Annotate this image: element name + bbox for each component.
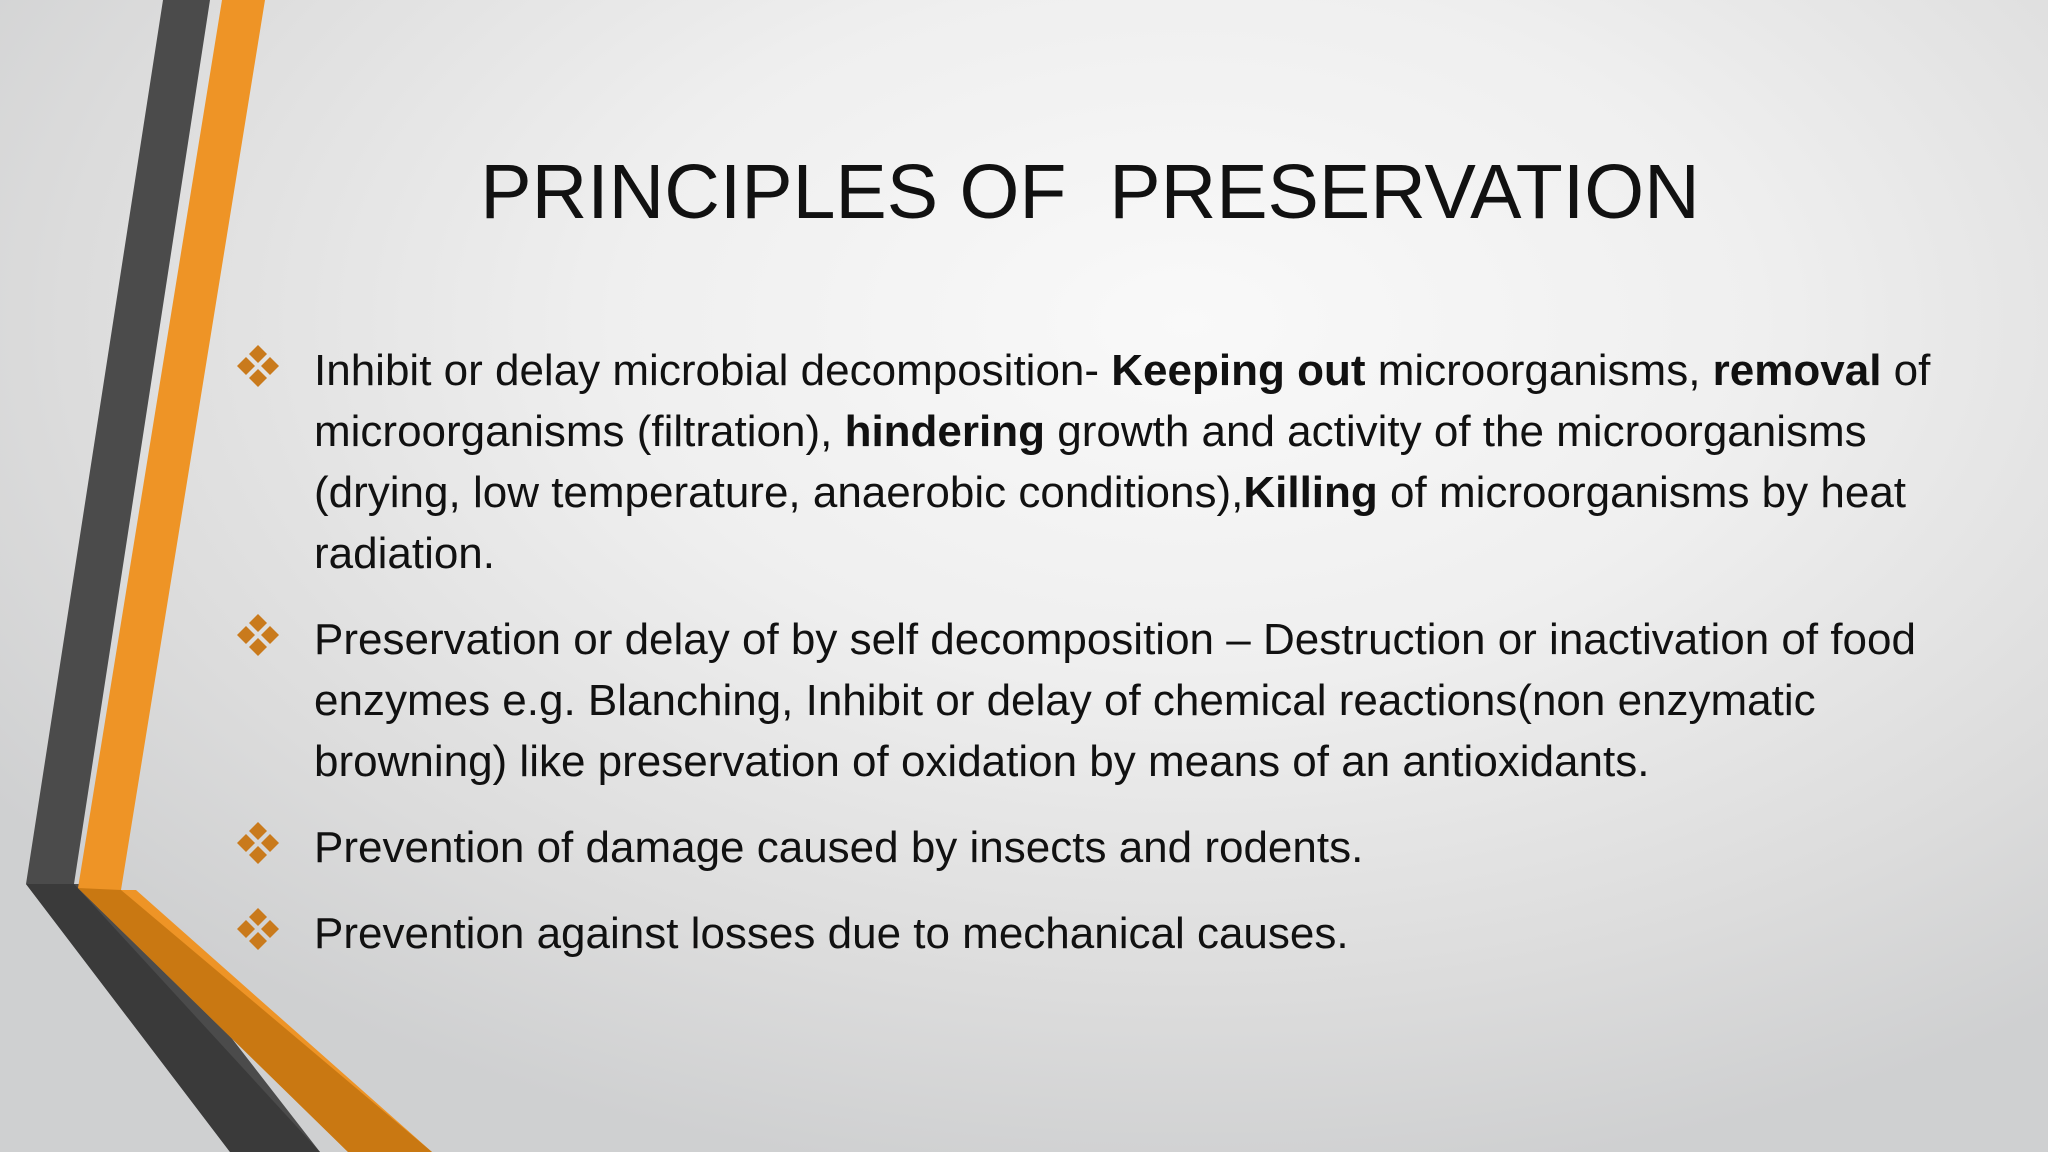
bullet-text	[314, 817, 1990, 878]
bold-text: Keeping out	[1111, 346, 1366, 395]
bullet-item	[270, 340, 1990, 584]
text-segment: Prevention against losses due to mechanical causes.	[314, 909, 1349, 958]
bullet-text	[314, 903, 1990, 964]
text-segment: Prevention of damage caused by insects and rodents.	[314, 823, 1364, 872]
bold-text: Killing	[1243, 468, 1378, 517]
bold-text: hindering	[844, 407, 1045, 456]
four-diamond-icon	[230, 905, 286, 961]
bullet-item	[270, 609, 1990, 792]
text-segment: of microorganisms by heat radiation.	[314, 468, 1907, 578]
text-segment: of microorganisms (filtration),	[314, 346, 1931, 456]
bullet-item	[270, 903, 1990, 964]
bullet-text	[314, 340, 1990, 584]
text-segment: Inhibit or delay microbial decomposition-	[314, 346, 1112, 395]
text-segment: growth and activity of the microorganisms (drying, low temperature, anaerobic conditions),	[314, 407, 1867, 517]
bullet-text	[314, 609, 1990, 792]
bullet-list	[270, 340, 1990, 989]
bullet-item	[270, 817, 1990, 878]
four-diamond-icon	[230, 819, 286, 875]
slide-title: PRINCIPLES OF PRESERVATION	[480, 149, 1700, 235]
text-segment: Preservation or delay of by self decomposition – Destruction or inactivation of food enzymes e.g. Blanching, Inhibit or delay of chemical reactions(non enzymatic browning) like preservation of oxidation by means of an antioxidants.	[314, 615, 1916, 786]
four-diamond-icon	[230, 611, 286, 667]
four-diamond-icon	[230, 342, 286, 398]
text-segment: microorganisms,	[1365, 346, 1713, 395]
bold-text: removal	[1712, 346, 1882, 395]
